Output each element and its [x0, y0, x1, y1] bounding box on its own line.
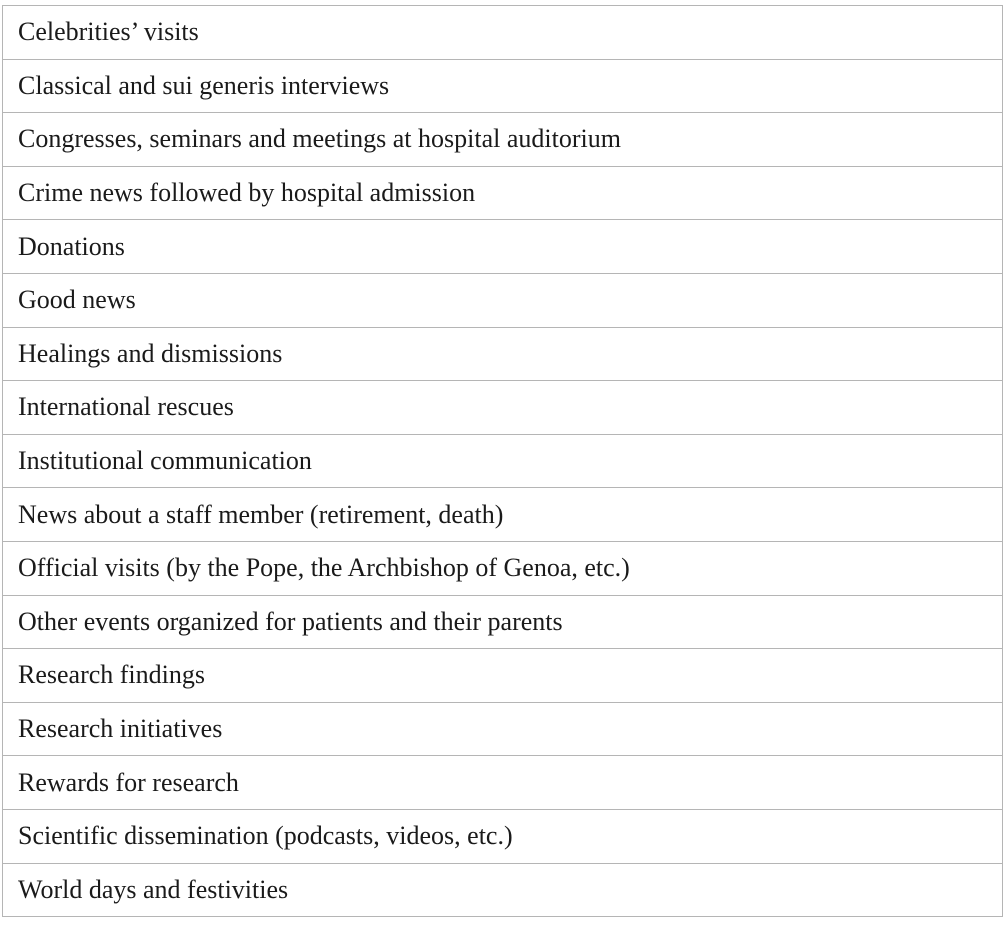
table-row — [3, 649, 1003, 703]
table-cell: Research findings — [3, 649, 1003, 703]
table-row — [3, 809, 1003, 863]
table-row — [3, 702, 1003, 756]
table-row — [3, 113, 1003, 167]
table-row — [3, 381, 1003, 435]
table-row — [3, 434, 1003, 488]
table-row — [3, 541, 1003, 595]
table-cell: News about a staff member (retirement, death) — [3, 488, 1003, 542]
table-row — [3, 59, 1003, 113]
table-cell: Healings and dismissions — [3, 327, 1003, 381]
table-row — [3, 273, 1003, 327]
table-cell: Crime news followed by hospital admission — [3, 166, 1003, 220]
table-row — [3, 327, 1003, 381]
table-cell: Donations — [3, 220, 1003, 274]
table-cell: Good news — [3, 273, 1003, 327]
table-cell: Rewards for research — [3, 756, 1003, 810]
table-row — [3, 6, 1003, 60]
table-cell: Other events organized for patients and their parents — [3, 595, 1003, 649]
table-cell: Official visits (by the Pope, the Archbishop of Genoa, etc.) — [3, 541, 1003, 595]
table-cell: Scientific dissemination (podcasts, videos, etc.) — [3, 809, 1003, 863]
table-cell: Celebrities’ visits — [3, 6, 1003, 60]
category-table-container — [2, 5, 1003, 917]
table-row — [3, 595, 1003, 649]
table-row — [3, 220, 1003, 274]
table-cell: International rescues — [3, 381, 1003, 435]
category-table — [2, 5, 1003, 917]
table-cell: Congresses, seminars and meetings at hospital auditorium — [3, 113, 1003, 167]
table-cell: Institutional communication — [3, 434, 1003, 488]
table-row — [3, 488, 1003, 542]
table-cell: Classical and sui generis interviews — [3, 59, 1003, 113]
table-row — [3, 863, 1003, 917]
table-row — [3, 756, 1003, 810]
table-cell: World days and festivities — [3, 863, 1003, 917]
table-cell: Research initiatives — [3, 702, 1003, 756]
table-row — [3, 166, 1003, 220]
